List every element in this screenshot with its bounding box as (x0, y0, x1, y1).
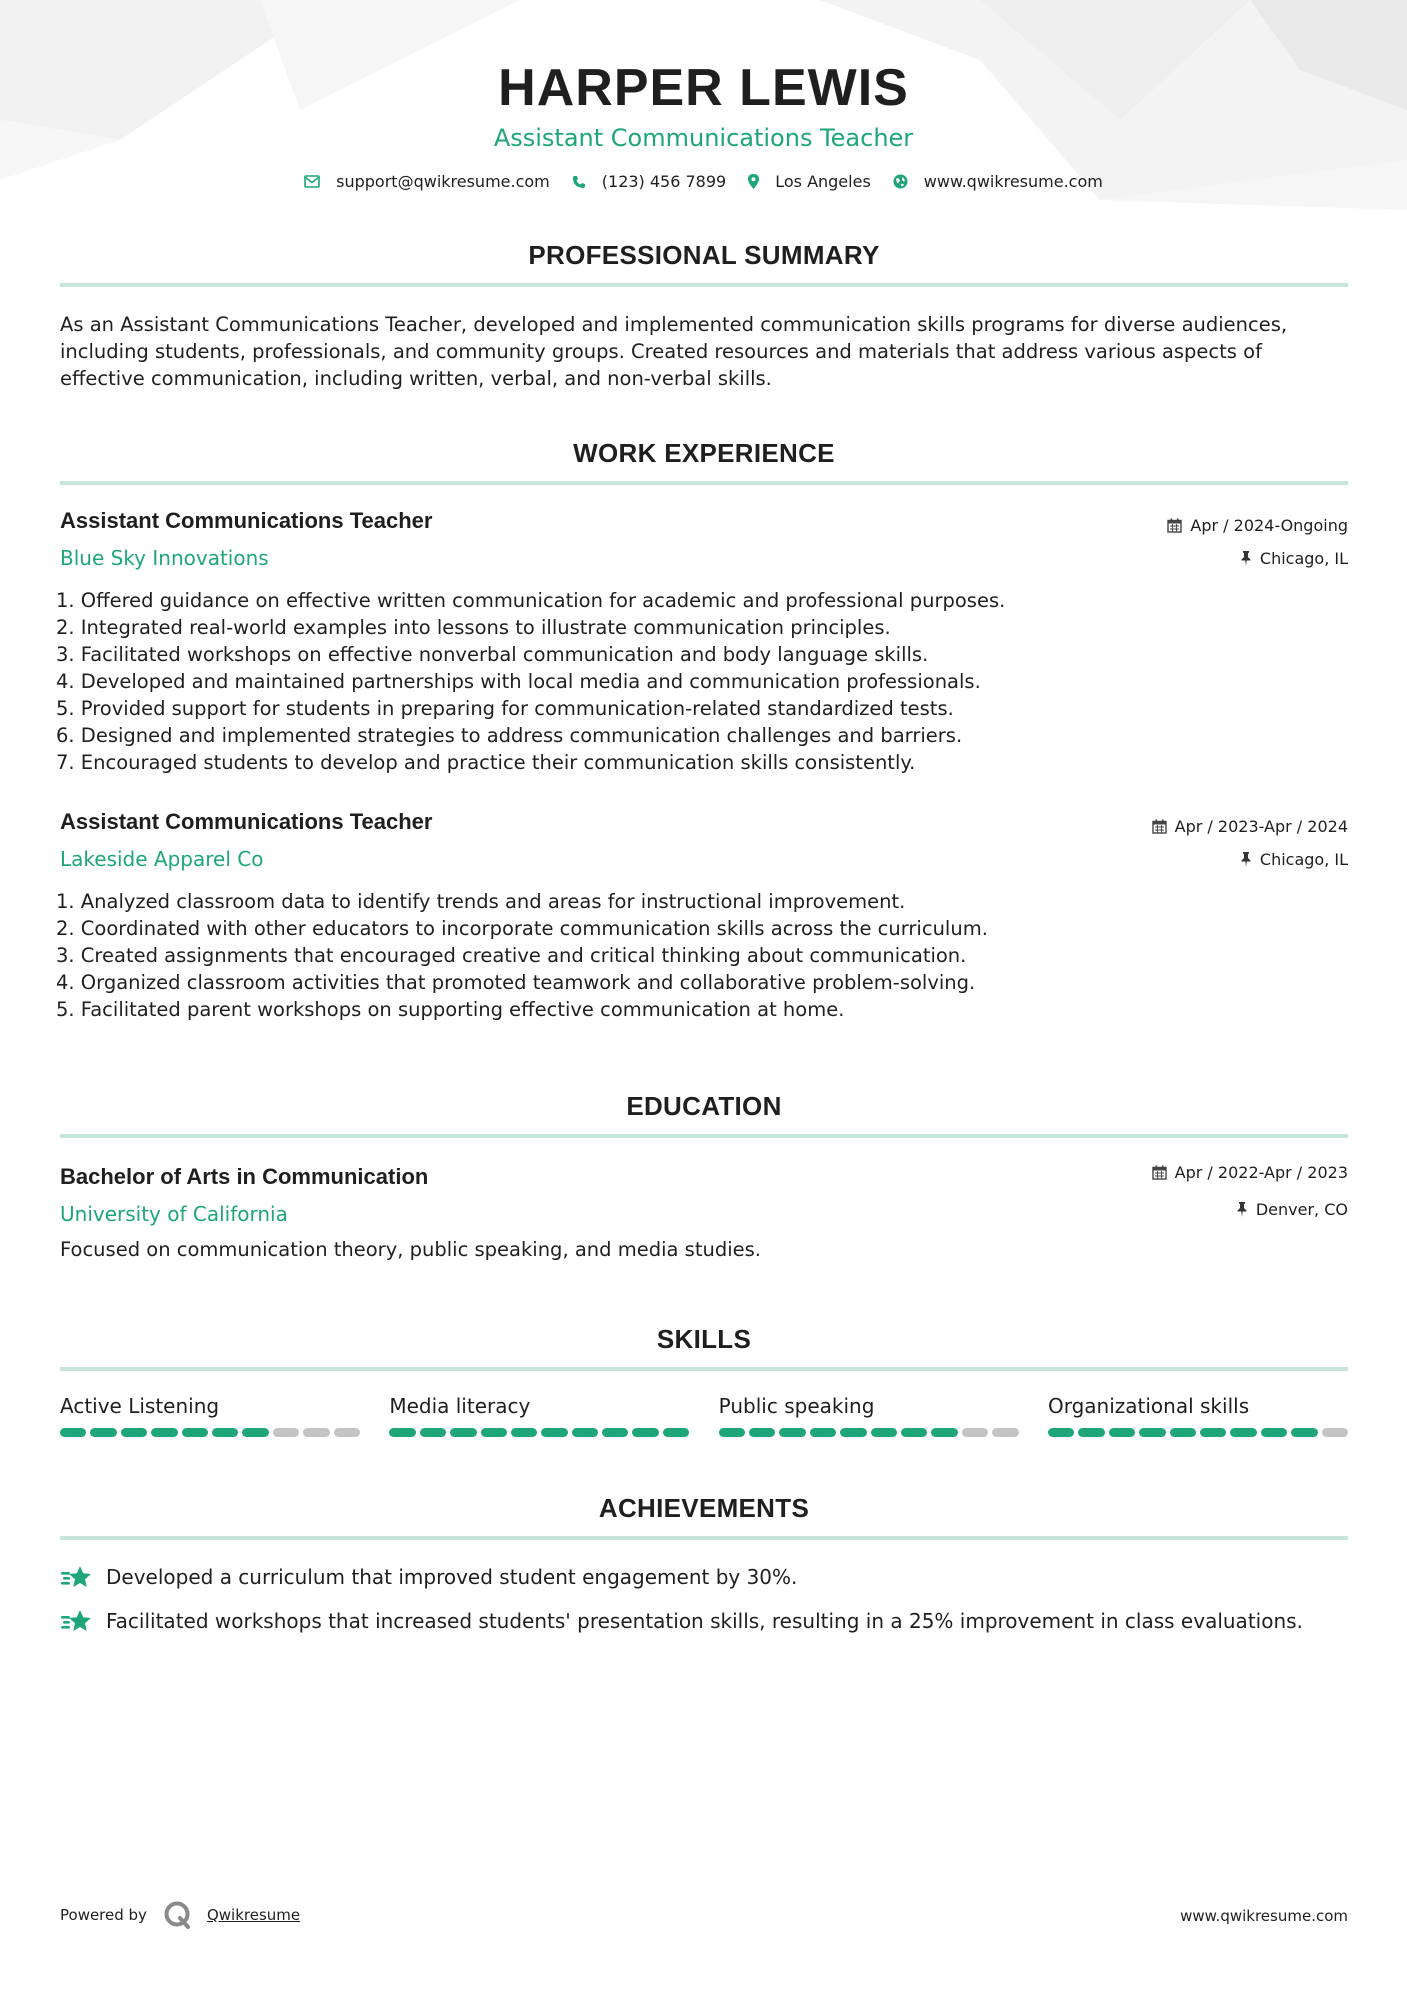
skill-item (719, 1394, 1019, 1437)
website-text: www.qwikresume.com (923, 172, 1103, 191)
skill-segment-filled (602, 1428, 628, 1437)
skill-rating-bar (389, 1428, 689, 1437)
email-text: support@qwikresume.com (336, 172, 550, 191)
skill-segment-filled (242, 1428, 268, 1437)
skill-name: Active Listening (60, 1394, 220, 1418)
skill-segment-filled (389, 1428, 415, 1437)
skill-segment-filled (749, 1428, 775, 1437)
job-location-text: Chicago, IL (1259, 850, 1348, 869)
job-location-text: Chicago, IL (1259, 549, 1348, 568)
skill-segment-empty (992, 1428, 1018, 1437)
list-item: 1. Offered guidance on effective written communication for academic and professional purposes. (56, 589, 1006, 612)
job-dates (1152, 817, 1348, 836)
list-item: 5. Provided support for students in preparing for communication-related standardized tests. (56, 697, 954, 720)
job-dates-text: Apr / 2023-Apr / 2024 (1174, 817, 1348, 836)
skill-rating-bar (1048, 1428, 1348, 1437)
footer-powered-by (60, 1900, 300, 1930)
list-item: 4. Organized classroom activities that promoted teamwork and collaborative problem-solving. (56, 971, 976, 994)
resume-header (0, 58, 1407, 152)
star-icon (60, 1608, 94, 1634)
skill-segment-filled (151, 1428, 177, 1437)
skill-segment-filled (1230, 1428, 1256, 1437)
candidate-name: HARPER LEWIS (498, 59, 909, 117)
education-dates-text: Apr / 2022-Apr / 2023 (1174, 1163, 1348, 1182)
summary-heading: PROFESSIONAL SUMMARY (528, 240, 880, 270)
skill-segment-filled (1109, 1428, 1135, 1437)
skill-segment-empty (962, 1428, 988, 1437)
skill-segment-filled (1048, 1428, 1074, 1437)
candidate-title: Assistant Communications Teacher (493, 124, 914, 152)
skills-divider (60, 1367, 1348, 1371)
calendar-icon (1152, 819, 1167, 834)
job-title: Assistant Communications Teacher (60, 508, 433, 533)
skill-item (1048, 1394, 1348, 1437)
skill-segment-filled (931, 1428, 957, 1437)
skill-segment-filled (719, 1428, 745, 1437)
job-location (1240, 549, 1348, 568)
achievement-item (60, 1564, 797, 1590)
skill-segment-filled (60, 1428, 86, 1437)
pushpin-icon (1236, 1202, 1248, 1217)
skill-segment-filled (90, 1428, 116, 1437)
skill-segment-filled (121, 1428, 147, 1437)
skill-name: Organizational skills (1047, 1394, 1250, 1418)
star-icon (60, 1564, 94, 1590)
skill-segment-empty (273, 1428, 299, 1437)
qwikresume-logo-icon (163, 1900, 193, 1930)
contact-bar (0, 172, 1407, 191)
skill-segment-filled (572, 1428, 598, 1437)
achievements-heading: ACHIEVEMENTS (598, 1493, 810, 1523)
education-location-text: Denver, CO (1255, 1200, 1348, 1219)
job-location (1240, 850, 1348, 869)
list-item: 3. Facilitated workshops on effective nonverbal communication and body language skills. (56, 643, 929, 666)
skill-segment-filled (871, 1428, 897, 1437)
skill-segment-filled (1139, 1428, 1165, 1437)
skill-segment-filled (420, 1428, 446, 1437)
skill-segment-filled (663, 1428, 689, 1437)
envelope-icon (304, 175, 320, 188)
skill-segment-filled (1261, 1428, 1287, 1437)
job-dates-text: Apr / 2024-Ongoing (1190, 516, 1348, 535)
contact-website[interactable] (893, 172, 1103, 191)
education-heading: EDUCATION (626, 1091, 782, 1121)
list-item: 2. Coordinated with other educators to incorporate communication skills across the curriculum. (56, 917, 988, 940)
skill-segment-filled (1170, 1428, 1196, 1437)
skill-segment-empty (334, 1428, 360, 1437)
location-text: Los Angeles (775, 172, 871, 191)
achievements-divider (60, 1536, 1348, 1540)
job-bullet-list (56, 888, 1356, 1023)
globe-icon (893, 174, 908, 189)
powered-by-label: Powered by (60, 1906, 147, 1924)
achievement-text: Facilitated workshops that increased students' presentation skills, resulting in a 25% improvement in class evaluations. (106, 1609, 1303, 1633)
phone-icon (572, 175, 586, 189)
school-name: University of California (60, 1202, 288, 1226)
summary-divider (60, 283, 1348, 287)
list-item: 6. Designed and implemented strategies to address communication challenges and barriers. (56, 724, 963, 747)
job-title: Assistant Communications Teacher (60, 809, 433, 834)
skill-name: Media literacy (389, 1394, 531, 1418)
skill-segment-filled (212, 1428, 238, 1437)
education-description: Focused on communication theory, public speaking, and media studies. (60, 1238, 761, 1261)
pushpin-icon (1240, 852, 1252, 867)
job-company: Lakeside Apparel Co (60, 847, 264, 871)
education-dates (1152, 1163, 1348, 1182)
skill-segment-empty (303, 1428, 329, 1437)
map-pin-icon (748, 174, 759, 189)
achievement-text: Developed a curriculum that improved student engagement by 30%. (106, 1565, 798, 1589)
list-item: 4. Developed and maintained partnerships with local media and communication professionals. (56, 670, 981, 693)
skill-segment-filled (1200, 1428, 1226, 1437)
skill-segment-filled (901, 1428, 927, 1437)
skill-segment-filled (541, 1428, 567, 1437)
skill-segment-filled (779, 1428, 805, 1437)
job-dates (1167, 516, 1348, 535)
job-company: Blue Sky Innovations (60, 546, 269, 570)
skills-grid (60, 1394, 1348, 1437)
skill-rating-bar (719, 1428, 1019, 1437)
summary-text: As an Assistant Communications Teacher, developed and implemented communication skills programs for diverse audiences, including students, professionals, and community groups. Created resources and materials that address various aspects of effective communication, including written, verbal, and non-verbal skills. (60, 313, 1288, 390)
education-location (1236, 1200, 1348, 1219)
skill-segment-filled (840, 1428, 866, 1437)
list-item: 2. Integrated real-world examples into lessons to illustrate communication principles. (56, 616, 891, 639)
experience-heading: WORK EXPERIENCE (573, 438, 835, 468)
list-item: 1. Analyzed classroom data to identify trends and areas for instructional improvement. (56, 890, 906, 913)
calendar-icon (1152, 1165, 1167, 1180)
list-item: 7. Encouraged students to develop and practice their communication skills consistently. (56, 751, 916, 774)
skill-item (60, 1394, 360, 1437)
skill-segment-filled (1078, 1428, 1104, 1437)
skill-segment-filled (182, 1428, 208, 1437)
skill-segment-filled (632, 1428, 658, 1437)
skill-name: Public speaking (718, 1394, 875, 1418)
contact-phone[interactable] (572, 172, 726, 191)
skill-segment-empty (1322, 1428, 1348, 1437)
job-bullet-list (56, 587, 1356, 776)
degree-title: Bachelor of Arts in Communication (60, 1164, 429, 1189)
pushpin-icon (1240, 551, 1252, 566)
experience-divider (60, 481, 1348, 485)
skill-segment-filled (511, 1428, 537, 1437)
skill-segment-filled (481, 1428, 507, 1437)
contact-location (748, 172, 871, 191)
list-item: 5. Facilitated parent workshops on supporting effective communication at home. (56, 998, 845, 1021)
skill-segment-filled (450, 1428, 476, 1437)
skills-heading: SKILLS (656, 1324, 752, 1354)
skill-item (389, 1394, 689, 1437)
skill-rating-bar (60, 1428, 360, 1437)
education-divider (60, 1134, 1348, 1138)
phone-text: (123) 456 7899 (601, 172, 727, 191)
footer-website[interactable]: www.qwikresume.com (1180, 1907, 1348, 1925)
brand-link[interactable]: Qwikresume (206, 1906, 301, 1924)
skill-segment-filled (810, 1428, 836, 1437)
achievement-item (60, 1608, 1303, 1634)
skill-segment-filled (1291, 1428, 1317, 1437)
calendar-icon (1167, 518, 1182, 533)
list-item: 3. Created assignments that encouraged creative and critical thinking about communication. (56, 944, 967, 967)
contact-email[interactable] (304, 172, 550, 191)
